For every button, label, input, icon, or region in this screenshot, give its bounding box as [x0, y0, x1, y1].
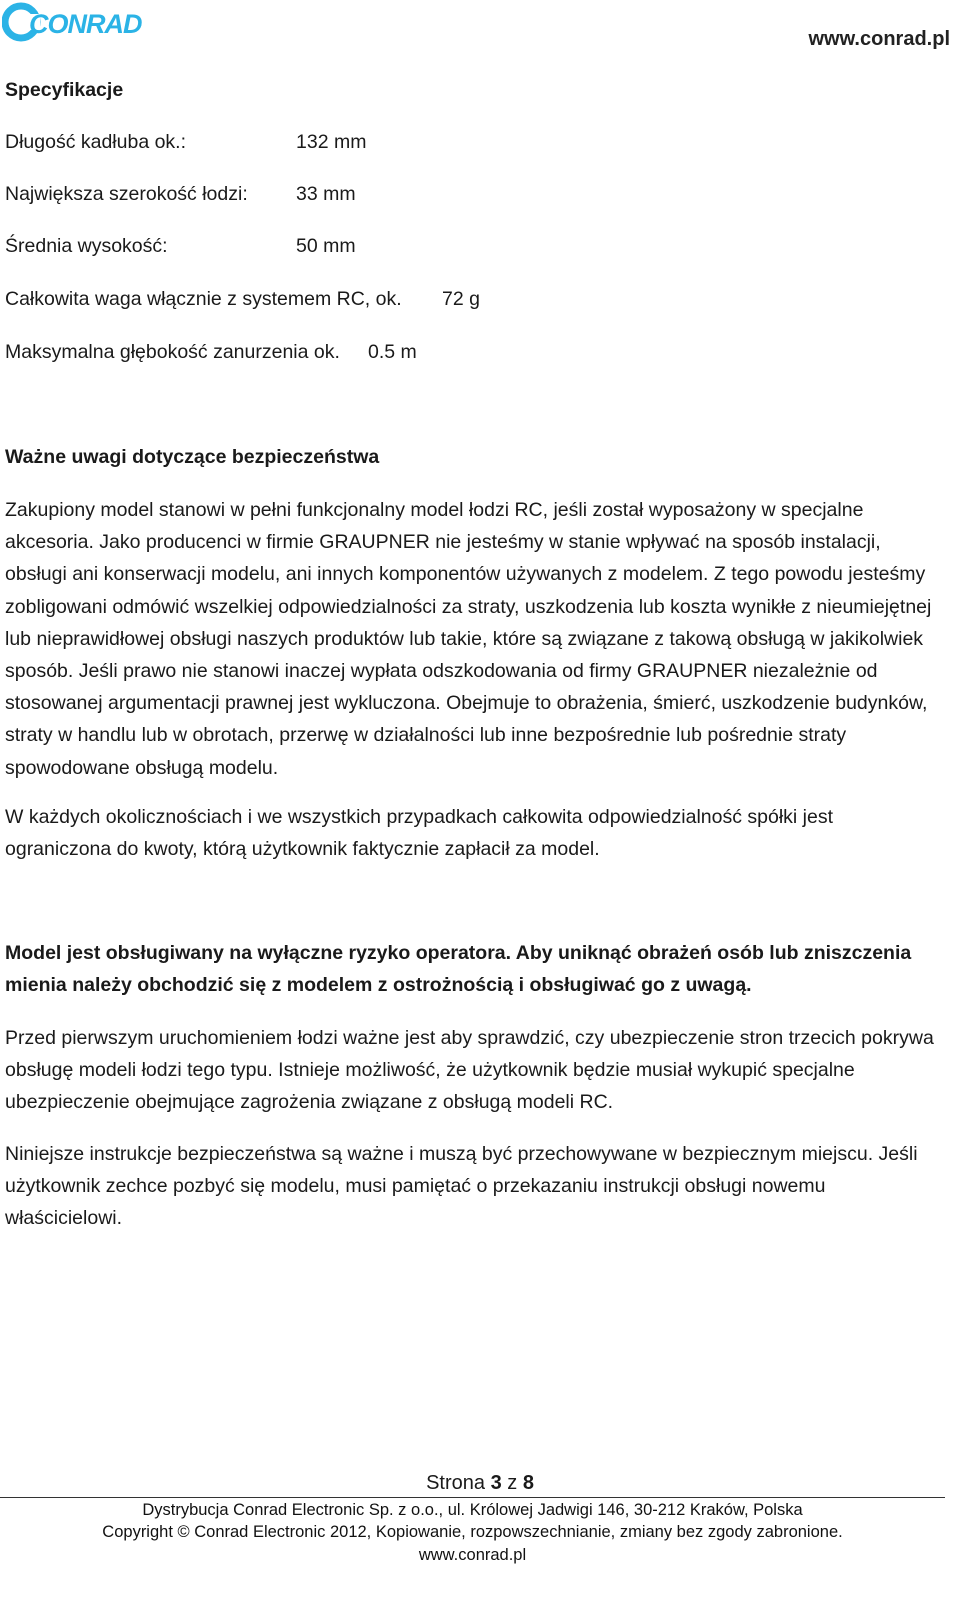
safety-title: Ważne uwagi dotyczące bezpieczeństwa: [5, 446, 380, 468]
insurance-paragraph: Przed pierwszym uruchomieniem łodzi ważne jest aby sprawdzić, czy ubezpieczenie stron trzecich pokrywa obsługę modeli łodzi tego typu. Istnieje możliwość, że użytkownik będzie musiał wykupić specjalne ubezpieczenie obejmujące zagrożenia związane z obsługą modeli RC.: [5, 1027, 934, 1114]
footer-copyright: Copyright © Conrad Electronic 2012, Kopiowanie, rozpowszechnianie, zmiany bez zgody zabronione.: [102, 1523, 843, 1541]
storage-paragraph: Niniejsze instrukcje bezpieczeństwa są ważne i muszą być przechowywane w bezpiecznym miejscu. Jeśli użytkownik zechce pozbyć się modelu, musi pamiętać o przekazaniu instrukcji obsługi nowemu właścicielowi.: [5, 1143, 918, 1230]
spec-value: 50 mm: [296, 235, 356, 257]
safety-warning-bold: Model jest obsługiwany na wyłączne ryzyko operatora. Aby uniknąć obrażeń osób lub zniszczenia mienia należy obchodzić się z modelem z ostrożnością i obsługiwać go z uwagą.: [5, 942, 912, 997]
specs-title: Specyfikacje: [5, 79, 124, 101]
spec-value: 33 mm: [296, 183, 356, 205]
page-current: 3: [490, 1472, 502, 1494]
page-separator: z: [507, 1472, 518, 1494]
footer-divider: [0, 1497, 945, 1498]
safety-paragraph-2: W każdych okolicznościach i we wszystkich przypadkach całkowita odpowiedzialność spółki jest ograniczona do kwoty, którą użytkownik faktycznie zapłacił za model.: [5, 806, 834, 861]
spec-label: Średnia wysokość:: [5, 235, 168, 257]
spec-label: Długość kadłuba ok.:: [5, 131, 187, 153]
page-total: 8: [522, 1472, 534, 1494]
spec-value: 132 mm: [296, 131, 367, 153]
footer-distributor: Dystrybucja Conrad Electronic Sp. z o.o., ul. Królowej Jadwigi 146, 30-212 Kraków, Polska: [142, 1501, 803, 1519]
logo-text: CONRAD: [29, 9, 142, 39]
safety-paragraph-1: Zakupiony model stanowi w pełni funkcjonalny model łodzi RC, jeśli został wyposażony w specjalne akcesoria. Jako producenci w firmie GRAUPNER nie jesteśmy w stanie wpływać na sposób instalacji, obsługi ani konserwacji modelu, ani innych komponentów używanych z modelem. Z tego powodu jesteśmy zobligowani odmówić wszelkiej odpowiedzialności za straty, uszkodzenia lub koszta wynikłe z nieumiejętnej lub nieprawidłowej obsługi naszych produktów lub takie, które są związane z takową obsługą w jakikolwiek sposób. Jeśli prawo nie stanowi inaczej wypłata odszkodowania od firmy GRAUPNER niezależnie od stosowanej argumentacji prawnej jest wykluczona. Obejmuje to obrażenia, śmierć, uszkodzenie budynków, straty w handlu lub w obrotach, przerwę w działalności lub inne bezpośrednie lub pośrednie straty spowodowane obsługą modelu.: [5, 499, 932, 779]
footer-url: www.conrad.pl: [418, 1546, 527, 1564]
spec-value: 0.5 m: [368, 341, 417, 363]
spec-label: Maksymalna głębokość zanurzenia ok.: [5, 341, 340, 363]
page-number: [0, 1472, 960, 1495]
page-prefix: Strona: [426, 1472, 485, 1494]
spec-label: Całkowita waga włącznie z systemem RC, ok.: [5, 288, 402, 310]
conrad-logo: [2, 0, 162, 44]
header-url: www.conrad.pl: [808, 28, 950, 50]
spec-label: Największa szerokość łodzi:: [5, 183, 248, 205]
spec-value: 72 g: [442, 288, 480, 310]
